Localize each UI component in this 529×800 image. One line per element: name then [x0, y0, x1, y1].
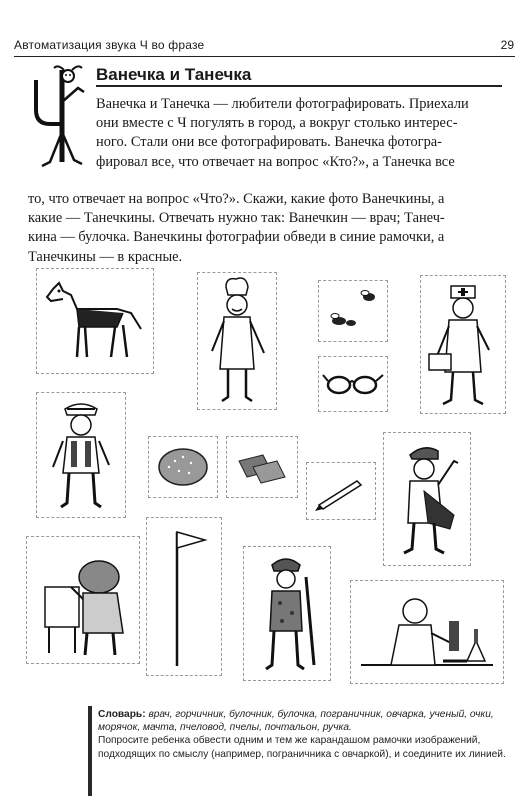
mustard-plaster-icon	[227, 437, 297, 497]
text-line: какие — Танечкины. Отвечать нужно так: Ванечкин — врач; Танеч-	[28, 210, 445, 227]
note-side-bar	[88, 706, 92, 796]
pen-icon	[307, 463, 375, 519]
section-title-bar	[96, 67, 502, 87]
instruction-paragraph-continued	[28, 190, 504, 267]
dog-icon	[37, 269, 153, 373]
text-line: кина — булочка. Ванечкины фотографии обведи в синие рамочки, а	[28, 229, 445, 246]
picture-bees[interactable]	[318, 280, 388, 342]
dictionary-label: Словарь:	[98, 709, 146, 720]
instruction-paragraph	[96, 95, 504, 172]
picture-doctor[interactable]	[420, 275, 506, 414]
text-line: Ванечка и Танечка — любители фотографировать. Приехали	[96, 96, 469, 112]
picture-sailor[interactable]	[36, 392, 126, 518]
bun-icon	[149, 437, 217, 497]
dictionary-note	[88, 706, 508, 796]
sailor-icon	[37, 393, 125, 517]
mast-icon	[147, 518, 221, 675]
picture-bun[interactable]	[148, 436, 218, 498]
letter-ch-character-icon	[28, 62, 90, 172]
glasses-icon	[319, 357, 387, 411]
header-divider	[14, 56, 515, 57]
text-line: ного. Стали они все фотографировать. Ванечка фотогра-	[96, 134, 442, 151]
postman-icon	[384, 433, 470, 565]
doctor-icon	[421, 276, 505, 413]
text-line: то, что отвечает на вопрос «Что?». Скажи, какие фото Ванечкины, а	[28, 191, 445, 207]
page-title: Ванечка и Танечка	[96, 65, 252, 84]
scientist-icon	[351, 581, 503, 683]
picture-cook[interactable]	[197, 272, 277, 410]
border-guard-icon	[244, 547, 330, 680]
beekeeper-icon	[27, 537, 139, 663]
picture-dog[interactable]	[36, 268, 154, 374]
page-header	[14, 38, 514, 58]
page-number: 29	[500, 38, 514, 52]
picture-mustard-plaster[interactable]	[226, 436, 298, 498]
picture-postman[interactable]	[383, 432, 471, 566]
picture-border-guard[interactable]	[243, 546, 331, 681]
cook-icon	[198, 273, 276, 409]
picture-mast[interactable]	[146, 517, 222, 676]
picture-scientist[interactable]	[350, 580, 504, 684]
note-text	[98, 708, 508, 761]
text-line: они вместе с Ч погулять в город, а вокруг столько интерес-	[96, 115, 458, 132]
running-title: Автоматизация звука Ч во фразе	[14, 38, 205, 52]
picture-glasses[interactable]	[318, 356, 388, 412]
dictionary-words: врач, горчичник, булочник, булочка, пограничник, овчарка, ученый, очки, морячок, мачта, пчеловод, пчелы, почтальон, ручка.	[98, 709, 494, 734]
parent-instruction: Попросите ребенка обвести одним и тем же карандашом рамочки изображений, подходящих по смыслу (например, пограничника с овчаркой), и соедините их линией.	[98, 735, 506, 760]
picture-beekeeper[interactable]	[26, 536, 140, 664]
text-line: Танечкины — в красные.	[28, 248, 183, 265]
text-line: фировал все, что отвечает на вопрос «Кто?», а Танечка все	[96, 153, 455, 170]
picture-pen[interactable]	[306, 462, 376, 520]
bees-icon	[319, 281, 387, 341]
